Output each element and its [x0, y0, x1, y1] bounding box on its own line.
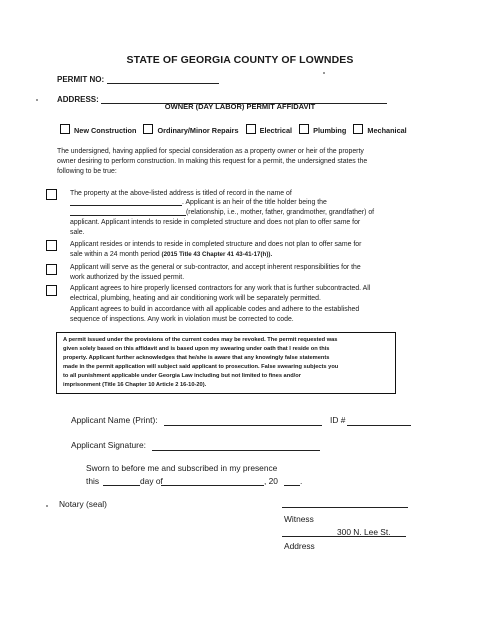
id-label: ID #: [330, 415, 346, 425]
relationship-field[interactable]: [70, 215, 186, 216]
notice-line: made in the permit application will subject said applicant to prosecution. False swearing subjects you: [63, 364, 339, 370]
notice-line: imprisonment (Title 16 Chapter 10 Article 2 16-10-20).: [63, 382, 207, 388]
document-title: STATE OF GEORGIA COUNTY OF LOWNDES: [126, 54, 354, 66]
checkbox-electrical[interactable]: Electrical: [246, 126, 292, 135]
statement-line: sale.: [70, 229, 85, 236]
intro-line: owner desiring to perform construction. In making this request for a permit, the undersigned states the: [57, 158, 368, 165]
construction-type-row: [60, 124, 412, 135]
scan-speck: [46, 505, 48, 507]
checkbox-plumbing[interactable]: Plumbing: [299, 126, 346, 135]
checkbox-new-construction[interactable]: New Construction: [60, 126, 136, 135]
address-label: ADDRESS:: [57, 95, 99, 104]
statement-line: Applicant resides or intends to reside in completed structure and does not plan to offer same for: [70, 241, 362, 248]
notary-label: Notary (seal): [59, 499, 107, 509]
checkbox-icon: [246, 124, 256, 134]
notice-line: A permit issued under the provisions of the current codes may be revoked. The permit requested was: [63, 337, 338, 343]
statement-line: The property at the above-listed address is titled of record in the name of: [70, 190, 292, 197]
statement-line: applicant. Applicant intends to reside in completed structure and does not plan to offer same for: [70, 219, 361, 226]
checkbox-icon: [143, 124, 153, 134]
sworn-this-label: this: [86, 476, 100, 486]
checkbox-heir-title[interactable]: [46, 189, 57, 200]
applicant-signature-field[interactable]: [152, 450, 320, 451]
statement-line: work authorized by the issued permit.: [70, 274, 185, 281]
statement-line: (relationship, i.e., mother, father, grandmother, grandfather) of: [186, 209, 375, 216]
statement-line: Applicant will serve as the general or sub-contractor, and accept inherent responsibilities for the: [70, 264, 361, 271]
statement-line: electrical, plumbing, heating and air conditioning work will be separately permitted.: [70, 295, 321, 302]
applicant-name-label: Applicant Name (Print):: [71, 415, 158, 425]
sworn-year-label: , 20: [264, 476, 278, 486]
witness-label: Witness: [284, 514, 314, 524]
statement-line: sale within a 24 month period (2015 Title 43 Chapter 41 43-41-17(h)).: [70, 251, 273, 258]
id-field[interactable]: [347, 425, 411, 426]
title-holder-field[interactable]: [70, 205, 182, 206]
scan-speck: [323, 72, 325, 74]
address-signature-label: Address: [284, 541, 315, 551]
statement-line: Applicant agrees to hire properly licensed contractors for any work that is further subcontracted. All: [70, 285, 371, 292]
affidavit-subtitle: OWNER (DAY LABOR) PERMIT AFFIDAVIT: [164, 102, 316, 111]
permit-no-label: PERMIT NO:: [57, 75, 105, 84]
applicant-signature-label: Applicant Signature:: [71, 440, 146, 450]
statement-line: Applicant agrees to build in accordance with all applicable codes and adhere to the established: [70, 306, 360, 313]
notice-line: to all punishment applicable under Georgia Law including but not limited to fines and/or: [63, 373, 301, 379]
sworn-end: .: [300, 476, 303, 486]
legal-notice-box: [56, 332, 396, 394]
checkbox-icon: [60, 124, 70, 134]
notice-line: given solely based on this affidavit and is based upon my swearing under oath that I reside on this: [63, 346, 330, 352]
notice-line: property. Applicant further acknowledges that he/she is aware that any knowingly false statements: [63, 355, 330, 361]
checkbox-ordinary-repairs[interactable]: Ordinary/Minor Repairs: [143, 126, 238, 135]
permit-no-field[interactable]: [107, 83, 219, 84]
witness-field[interactable]: [282, 507, 408, 508]
checkbox-mechanical[interactable]: Mechanical: [353, 126, 406, 135]
checkbox-licensed[interactable]: [46, 285, 57, 296]
checkbox-icon: [299, 124, 309, 134]
checkbox-icon: [353, 124, 363, 134]
intro-line: The undersigned, having applied for special consideration as a property owner or heir of the property: [57, 148, 364, 155]
sworn-line: Sworn to before me and subscribed in my presence: [86, 463, 278, 473]
month-field[interactable]: [161, 485, 264, 486]
sworn-dayof-label: day of: [140, 476, 163, 486]
intro-line: following to be true:: [57, 168, 117, 175]
checkbox-contractor[interactable]: [46, 264, 57, 275]
year-field[interactable]: [284, 485, 300, 486]
checkbox-resides[interactable]: [46, 240, 57, 251]
statement-line: . Applicant is an heir of the title holder being the: [182, 199, 327, 206]
address-value: 300 N. Lee St.: [337, 527, 391, 537]
scan-speck: [36, 99, 38, 101]
statement-line: sequence of inspections. Any work in violation must be corrected to code.: [70, 316, 294, 323]
applicant-name-field[interactable]: [164, 425, 322, 426]
day-field[interactable]: [103, 485, 140, 486]
